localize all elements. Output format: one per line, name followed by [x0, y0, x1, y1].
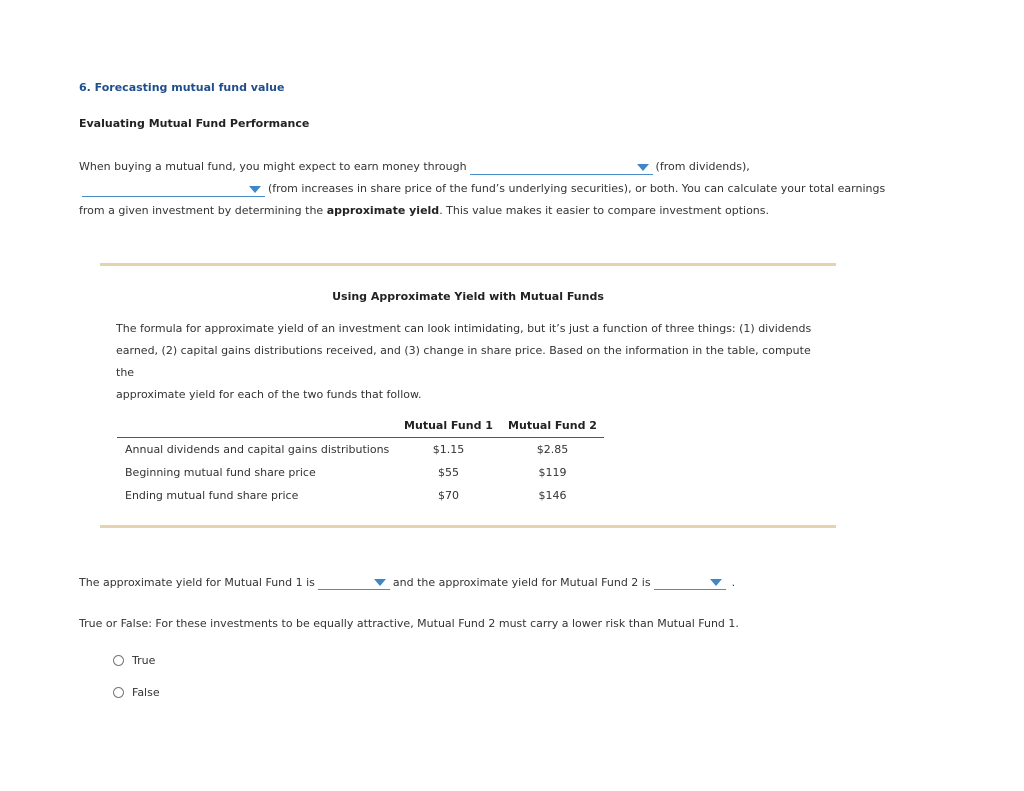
yield-question-text-2: and the approximate yield for Mutual Fund 2 is: [392, 575, 651, 589]
fund-1-yield-dropdown[interactable]: [318, 574, 390, 590]
capital-gain-source-dropdown[interactable]: [82, 181, 265, 197]
intro-text-5: . This value makes it easier to compare investment options.: [439, 204, 769, 217]
radio-true[interactable]: [113, 655, 124, 666]
intro-paragraph: [79, 156, 899, 222]
table-header-fund-1: Mutual Fund 1: [396, 414, 501, 438]
approximate-yield-term: approximate yield: [326, 204, 440, 217]
fund-2-value: $2.85: [536, 443, 569, 456]
box-paragraph: [116, 318, 826, 406]
table-row: [117, 484, 604, 507]
table-row: [117, 438, 604, 462]
yield-question-text-1: The approximate yield for Mutual Fund 1 is: [79, 575, 315, 589]
yield-question-period: .: [731, 575, 736, 589]
box-bottom-divider: [100, 525, 836, 528]
row-label: Beginning mutual fund share price: [125, 466, 316, 479]
table-row: [117, 461, 604, 484]
row-label: Annual dividends and capital gains distributions: [125, 443, 390, 456]
row-label: Ending mutual fund share price: [125, 489, 299, 502]
box-line-2: earned, (2) capital gains distributions received, and (3) change in share price. Based on the information in the table, compute the: [116, 344, 811, 379]
intro-line-2: [79, 178, 899, 200]
income-source-dropdown[interactable]: [470, 159, 653, 175]
box-title: Using Approximate Yield with Mutual Funds: [332, 290, 604, 303]
fund-2-value: $146: [538, 489, 567, 502]
box-line-1: The formula for approximate yield of an investment can look intimidating, but it’s just a function of three things: (1) dividends: [116, 322, 812, 335]
option-false[interactable]: [113, 686, 160, 699]
box-line-3: approximate yield for each of the two funds that follow.: [116, 388, 422, 401]
radio-false[interactable]: [113, 687, 124, 698]
section-subtitle: Evaluating Mutual Fund Performance: [79, 117, 310, 130]
option-false-label: False: [132, 686, 160, 699]
section-title: 6. Forecasting mutual fund value: [79, 81, 285, 94]
intro-text-2: (from dividends),: [655, 160, 750, 173]
fund-2-value: $119: [538, 466, 567, 479]
fund-data-table: [117, 414, 604, 507]
intro-text-3: (from increases in share price of the fund’s underlying securities), or both. You can calculate your total earnings: [268, 182, 886, 195]
box-top-divider: [100, 263, 836, 266]
intro-text-4: from a given investment by determining the: [79, 204, 324, 217]
intro-line-1: [79, 156, 899, 178]
yield-question: [79, 571, 735, 593]
fund-1-value: $55: [438, 466, 459, 479]
chevron-down-icon: [637, 164, 649, 171]
option-true[interactable]: [113, 654, 155, 667]
chevron-down-icon: [710, 579, 722, 586]
fund-2-yield-dropdown[interactable]: [654, 574, 726, 590]
fund-1-value: $1.15: [432, 443, 465, 456]
intro-line-3: [79, 200, 899, 222]
table-header-blank: [117, 414, 396, 438]
chevron-down-icon: [374, 579, 386, 586]
table-header-row: [117, 414, 604, 438]
table-header-fund-2: Mutual Fund 2: [501, 414, 604, 438]
true-false-question: True or False: For these investments to be equally attractive, Mutual Fund 2 must carry a lower risk than Mutual Fund 1.: [79, 617, 739, 630]
chevron-down-icon: [249, 186, 261, 193]
option-true-label: True: [132, 654, 156, 667]
fund-1-value: $70: [438, 489, 459, 502]
intro-text-1: When buying a mutual fund, you might expect to earn money through: [79, 160, 467, 173]
